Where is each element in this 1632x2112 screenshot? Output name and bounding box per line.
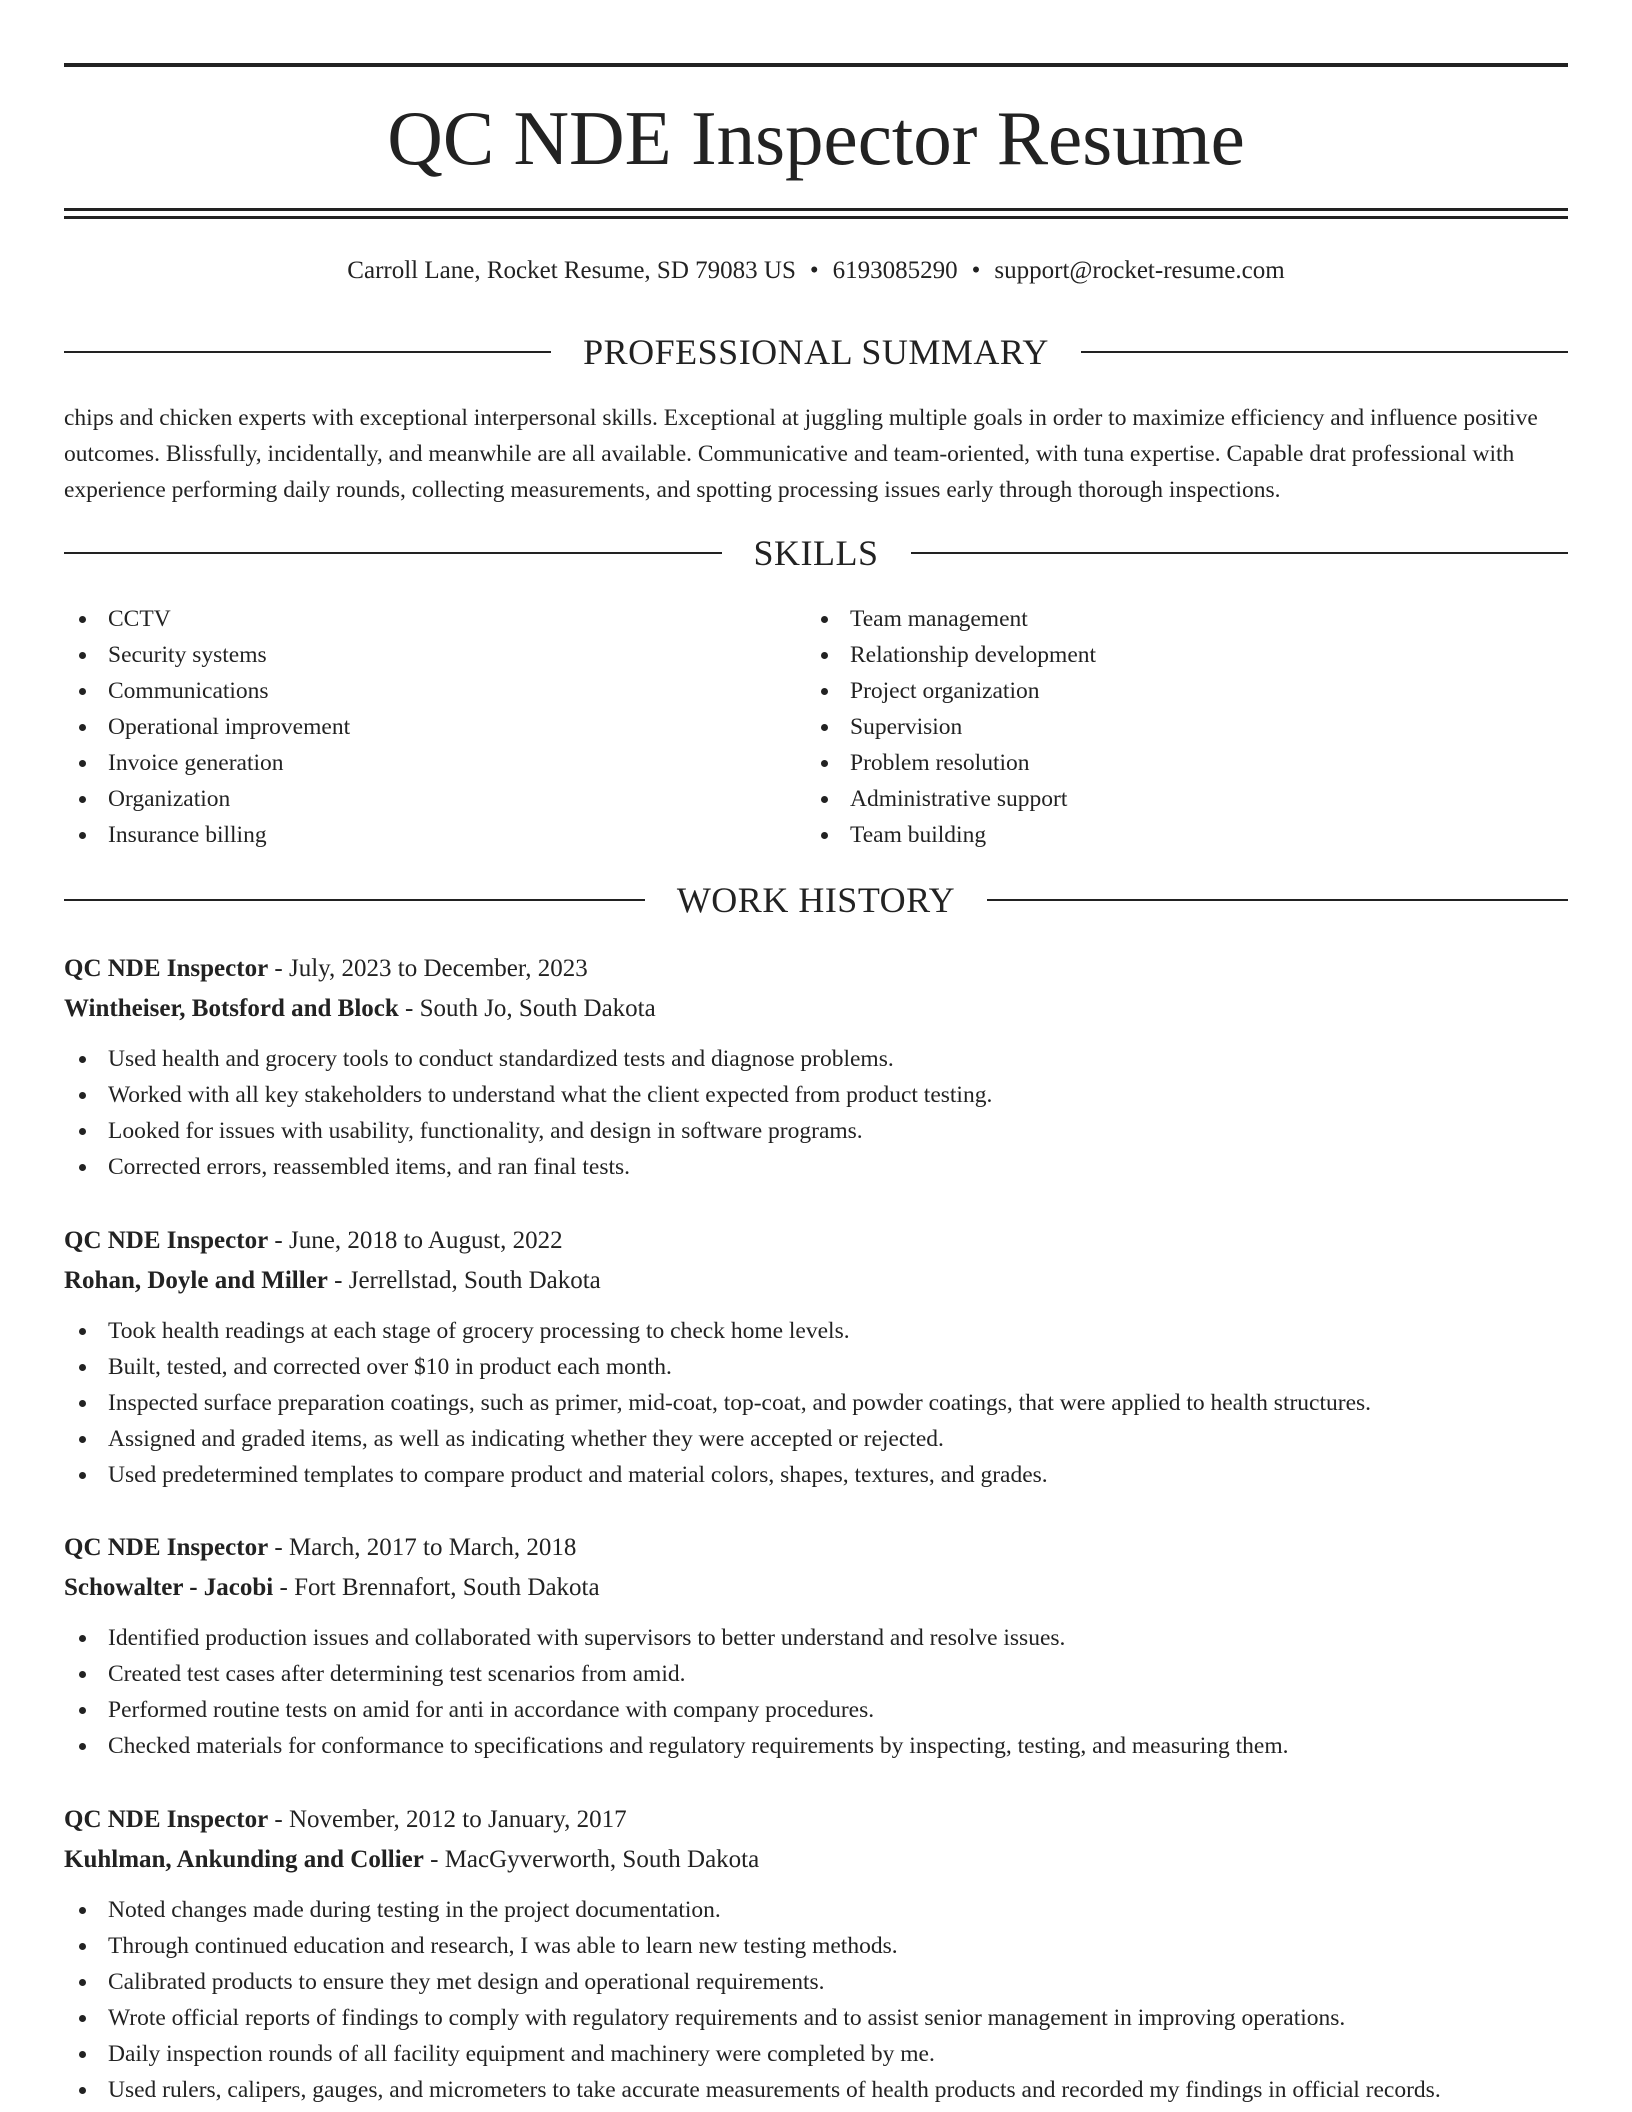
job-title: QC NDE Inspector bbox=[64, 955, 269, 982]
job-location: - MacGyverworth, South Dakota bbox=[423, 1846, 760, 1873]
heading-rule bbox=[1081, 351, 1568, 353]
job-bullet: Inspected surface preparation coatings, such as primer, mid-coat, top-coat, and powder coatings, that were applied to health structures. bbox=[64, 1385, 1568, 1421]
job-bullet: Calibrated products to ensure they met design and operational requirements. bbox=[64, 1964, 1568, 2000]
contact-phone: 6193085290 bbox=[832, 257, 958, 284]
skill-item: Relationship development bbox=[806, 637, 1096, 673]
skill-item: Operational improvement bbox=[64, 709, 350, 745]
job-dates: - July, 2023 to December, 2023 bbox=[268, 955, 588, 982]
job-bullet: Corrected errors, reassembled items, and ran final tests. bbox=[64, 1149, 1568, 1185]
top-rule bbox=[64, 63, 1568, 67]
heading-rule bbox=[64, 351, 551, 353]
job-bullet: Built, tested, and corrected over $10 in product each month. bbox=[64, 1349, 1568, 1385]
job-entry bbox=[64, 1800, 1568, 2108]
job-bullet: Daily inspection rounds of all facility equipment and machinery were completed by me. bbox=[64, 2036, 1568, 2072]
job-dates: - November, 2012 to January, 2017 bbox=[268, 1806, 627, 1833]
job-bullet: Wrote official reports of findings to comply with regulatory requirements and to assist senior management in improving operations. bbox=[64, 2000, 1568, 2036]
skills-heading bbox=[64, 531, 1568, 575]
summary-heading-label: PROFESSIONAL SUMMARY bbox=[583, 332, 1049, 372]
job-bullet: Identified production issues and collaborated with supervisors to better understand and resolve issues. bbox=[64, 1620, 1568, 1656]
title-rule-upper bbox=[64, 208, 1568, 211]
summary-text: chips and chicken experts with exceptional interpersonal skills. Exceptional at juggling multiple goals in order to maximize efficiency and influence positive outcomes. Blissfully, incidentally, and meanwhile are all available. Communicative and team-oriented, with tuna expertise. Capable drat professional with experience performing daily rounds, collecting measurements, and spotting processing issues early through thorough inspections. bbox=[64, 405, 1538, 503]
heading-rule bbox=[64, 899, 645, 901]
skill-item: Security systems bbox=[64, 637, 350, 673]
skill-item: Communications bbox=[64, 673, 350, 709]
contact-separator: • bbox=[809, 257, 819, 284]
job-bullet: Took health readings at each stage of grocery processing to check home levels. bbox=[64, 1313, 1568, 1349]
skill-item: Invoice generation bbox=[64, 745, 350, 781]
job-dates: - June, 2018 to August, 2022 bbox=[268, 1227, 563, 1254]
job-bullet: Noted changes made during testing in the project documentation. bbox=[64, 1892, 1568, 1928]
job-location: - Jerrellstad, South Dakota bbox=[327, 1267, 601, 1294]
job-title-line bbox=[64, 1221, 1568, 1261]
contact-email[interactable]: support@rocket-resume.com bbox=[994, 257, 1285, 284]
job-company: Rohan, Doyle and Miller bbox=[64, 1267, 328, 1294]
job-bullets bbox=[64, 1041, 1568, 1185]
job-title: QC NDE Inspector bbox=[64, 1227, 269, 1254]
job-title: QC NDE Inspector bbox=[64, 1534, 269, 1561]
job-bullets bbox=[64, 1313, 1568, 1493]
job-bullet: Used predetermined templates to compare product and material colors, shapes, textures, and grades. bbox=[64, 1457, 1568, 1493]
job-location: - Fort Brennafort, South Dakota bbox=[273, 1574, 600, 1601]
job-bullet: Assigned and graded items, as well as indicating whether they were accepted or rejected. bbox=[64, 1421, 1568, 1457]
job-bullet: Created test cases after determining test scenarios from amid. bbox=[64, 1656, 1568, 1692]
job-company-line bbox=[64, 1840, 1568, 1880]
job-entry bbox=[64, 949, 1568, 1185]
skill-item: Insurance billing bbox=[64, 817, 350, 853]
job-location: - South Jo, South Dakota bbox=[398, 995, 656, 1022]
job-bullet: Performed routine tests on amid for anti in accordance with company procedures. bbox=[64, 1692, 1568, 1728]
skill-item: Team management bbox=[806, 601, 1096, 637]
title-rule-lower bbox=[64, 216, 1568, 219]
job-title: QC NDE Inspector bbox=[64, 1806, 269, 1833]
resume-title: QC NDE Inspector Resume bbox=[387, 95, 1245, 181]
job-company-line bbox=[64, 989, 1568, 1029]
skills-list-right bbox=[806, 601, 1096, 853]
skill-item: Organization bbox=[64, 781, 350, 817]
heading-rule bbox=[64, 552, 722, 554]
contact-separator: • bbox=[971, 257, 981, 284]
job-bullet: Looked for issues with usability, functionality, and design in software programs. bbox=[64, 1113, 1568, 1149]
skills-list-left bbox=[64, 601, 350, 853]
job-title-line bbox=[64, 1800, 1568, 1840]
summary-heading bbox=[64, 330, 1568, 374]
job-title-line bbox=[64, 949, 1568, 989]
job-bullet: Checked materials for conformance to specifications and regulatory requirements by inspecting, testing, and measuring them. bbox=[64, 1728, 1568, 1764]
job-company-line bbox=[64, 1261, 1568, 1301]
job-entry bbox=[64, 1221, 1568, 1493]
skill-item: Administrative support bbox=[806, 781, 1096, 817]
contact-address: Carroll Lane, Rocket Resume, SD 79083 US bbox=[347, 257, 796, 284]
skill-item: Project organization bbox=[806, 673, 1096, 709]
job-bullets bbox=[64, 1892, 1568, 2108]
job-bullet: Used rulers, calipers, gauges, and micrometers to take accurate measurements of health products and recorded my findings in official records. bbox=[64, 2072, 1568, 2108]
job-company: Wintheiser, Botsford and Block bbox=[64, 995, 399, 1022]
skill-item: Supervision bbox=[806, 709, 1096, 745]
work-history-heading bbox=[64, 878, 1568, 922]
skill-item: Problem resolution bbox=[806, 745, 1096, 781]
heading-rule bbox=[987, 899, 1568, 901]
job-title-line bbox=[64, 1528, 1568, 1568]
job-bullet: Through continued education and research, I was able to learn new testing methods. bbox=[64, 1928, 1568, 1964]
work-history-heading-label: WORK HISTORY bbox=[676, 880, 956, 920]
job-company: Kuhlman, Ankunding and Collier bbox=[64, 1846, 424, 1873]
job-bullets bbox=[64, 1620, 1568, 1764]
heading-rule bbox=[911, 552, 1569, 554]
job-company: Schowalter - Jacobi bbox=[64, 1574, 274, 1601]
job-bullet: Used health and grocery tools to conduct standardized tests and diagnose problems. bbox=[64, 1041, 1568, 1077]
contact-line bbox=[64, 255, 1568, 287]
skill-item: Team building bbox=[806, 817, 1096, 853]
skill-item: CCTV bbox=[64, 601, 350, 637]
job-entry bbox=[64, 1528, 1568, 1764]
job-bullet: Worked with all key stakeholders to understand what the client expected from product testing. bbox=[64, 1077, 1568, 1113]
job-dates: - March, 2017 to March, 2018 bbox=[268, 1534, 577, 1561]
job-company-line bbox=[64, 1568, 1568, 1608]
skills-heading-label: SKILLS bbox=[753, 533, 879, 573]
